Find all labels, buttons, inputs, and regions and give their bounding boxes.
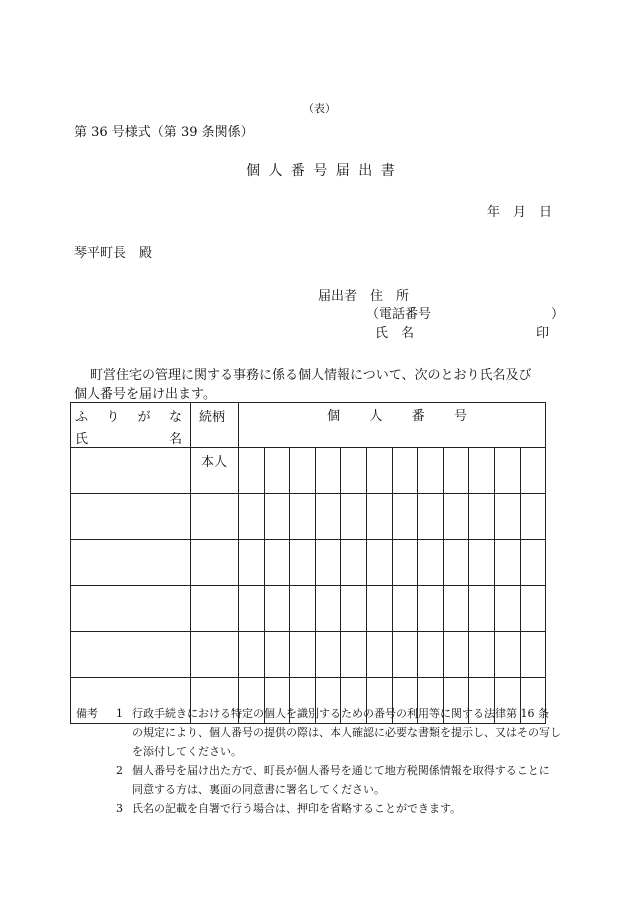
- number-digit-cell[interactable]: [315, 494, 341, 540]
- note-item-2-cont: [76, 780, 561, 799]
- page-title: 個 人 番 号 届 出 書: [246, 163, 397, 179]
- number-digit-cell[interactable]: [239, 494, 265, 540]
- applicant-address-label: 届出者 住 所: [318, 289, 410, 304]
- note-item-3: [76, 799, 561, 818]
- applicant-phone-label: （電話番号: [366, 307, 432, 322]
- number-digit-cell[interactable]: [469, 448, 495, 494]
- number-digit-cell[interactable]: [418, 632, 444, 678]
- number-digit-cell[interactable]: [469, 586, 495, 632]
- number-digit-cell[interactable]: [520, 586, 546, 632]
- notes-section: [76, 704, 561, 818]
- table-row: [71, 448, 546, 494]
- table-body: [71, 448, 546, 724]
- body-text-line2: 個人番号を届け出ます。: [74, 387, 216, 402]
- note-text: 行政手続きにおける特定の個人を識別するための番号の利用等に関する法律第 16 条: [132, 707, 549, 720]
- number-digit-cell[interactable]: [494, 632, 520, 678]
- number-header-char: 人: [369, 409, 383, 424]
- table-row: [71, 632, 546, 678]
- date-fields: 年 月 日: [487, 205, 553, 220]
- number-digit-cell[interactable]: [392, 448, 418, 494]
- number-digit-cell[interactable]: [341, 632, 367, 678]
- number-digit-cell[interactable]: [392, 494, 418, 540]
- relation-input-cell[interactable]: [191, 632, 239, 678]
- number-digit-cell[interactable]: [520, 540, 546, 586]
- table-row: [71, 540, 546, 586]
- number-digit-cell[interactable]: [264, 632, 290, 678]
- number-digit-cell[interactable]: [315, 632, 341, 678]
- number-digit-cell[interactable]: [443, 632, 469, 678]
- number-digit-cell[interactable]: [469, 540, 495, 586]
- name-char: 氏: [75, 432, 89, 447]
- table-row: [71, 494, 546, 540]
- furigana-char: な: [168, 410, 182, 425]
- relation-input-cell[interactable]: 本人: [191, 448, 239, 494]
- number-digit-cell[interactable]: [290, 632, 316, 678]
- number-digit-cell[interactable]: [239, 448, 265, 494]
- number-header-char: 番: [411, 409, 425, 424]
- number-digit-cell[interactable]: [290, 494, 316, 540]
- number-digit-cell[interactable]: [418, 448, 444, 494]
- number-digit-cell[interactable]: [494, 586, 520, 632]
- note-item-1: [76, 704, 561, 723]
- number-digit-cell[interactable]: [315, 540, 341, 586]
- number-digit-cell[interactable]: [315, 448, 341, 494]
- number-digit-cell[interactable]: [469, 632, 495, 678]
- note-text: の規定により、個人番号の提供の際は、本人確認に必要な書類を提示し、又はその写し: [132, 726, 561, 739]
- note-item-1-cont: [76, 723, 561, 742]
- header-name-cell: [71, 403, 191, 448]
- number-digit-cell[interactable]: [366, 448, 392, 494]
- number-digit-cell[interactable]: [315, 586, 341, 632]
- note-number: 3: [116, 802, 123, 815]
- number-digit-cell[interactable]: [239, 540, 265, 586]
- number-digit-cell[interactable]: [341, 494, 367, 540]
- side-label: （表）: [303, 102, 336, 115]
- number-digit-cell[interactable]: [443, 540, 469, 586]
- number-digit-cell[interactable]: [443, 448, 469, 494]
- number-digit-cell[interactable]: [443, 586, 469, 632]
- number-digit-cell[interactable]: [341, 586, 367, 632]
- name-label: [71, 425, 190, 447]
- number-digit-cell[interactable]: [341, 540, 367, 586]
- note-text: 氏名の記載を自署で行う場合は、押印を省略することができます。: [132, 802, 462, 815]
- relation-input-cell[interactable]: [191, 586, 239, 632]
- number-digit-cell[interactable]: [520, 632, 546, 678]
- header-number-cell: [239, 403, 546, 448]
- name-input-cell[interactable]: [71, 494, 191, 540]
- number-digit-cell[interactable]: [392, 540, 418, 586]
- number-digit-cell[interactable]: [341, 448, 367, 494]
- name-input-cell[interactable]: [71, 586, 191, 632]
- number-digit-cell[interactable]: [264, 586, 290, 632]
- number-digit-cell[interactable]: [366, 586, 392, 632]
- number-digit-cell[interactable]: [290, 540, 316, 586]
- number-digit-cell[interactable]: [264, 448, 290, 494]
- number-digit-cell[interactable]: [290, 448, 316, 494]
- note-number: 1: [116, 707, 123, 720]
- number-digit-cell[interactable]: [239, 632, 265, 678]
- number-header-char: 個: [327, 409, 341, 424]
- number-header-label: [317, 405, 467, 424]
- table-header-row: [71, 403, 546, 448]
- person-number-table: [70, 402, 546, 724]
- number-digit-cell[interactable]: [494, 448, 520, 494]
- furigana-char: が: [137, 410, 151, 425]
- applicant-phone-close: ）: [551, 307, 565, 322]
- note-text: 同意する方は、裏面の同意書に署名してください。: [132, 783, 385, 796]
- furigana-label: [71, 403, 190, 425]
- body-text-line1: 町営住宅の管理に関する事務に係る個人情報について、次のとおり氏名及び: [90, 368, 532, 383]
- relation-input-cell[interactable]: [191, 494, 239, 540]
- number-digit-cell[interactable]: [290, 586, 316, 632]
- name-char: 名: [168, 432, 182, 447]
- header-relation-cell: 続柄: [191, 403, 239, 448]
- applicant-name-label: 氏 名: [375, 326, 415, 341]
- number-digit-cell[interactable]: [418, 540, 444, 586]
- note-item-1-cont: [76, 742, 561, 761]
- addressee: 琴平町長 殿: [74, 246, 153, 261]
- notes-heading: 備考: [76, 707, 98, 720]
- note-item-2: [76, 761, 561, 780]
- number-digit-cell[interactable]: [443, 494, 469, 540]
- number-digit-cell[interactable]: [366, 632, 392, 678]
- number-digit-cell[interactable]: [366, 494, 392, 540]
- number-digit-cell[interactable]: [418, 494, 444, 540]
- form-number: 第 36 号様式（第 39 条関係）: [74, 125, 254, 140]
- number-digit-cell[interactable]: [469, 494, 495, 540]
- table-row: [71, 586, 546, 632]
- note-text: を添付してください。: [132, 745, 242, 758]
- name-input-cell[interactable]: [71, 448, 191, 494]
- number-digit-cell[interactable]: [392, 586, 418, 632]
- number-digit-cell[interactable]: [264, 494, 290, 540]
- number-digit-cell[interactable]: [418, 586, 444, 632]
- furigana-char: り: [106, 410, 120, 425]
- number-digit-cell[interactable]: [366, 540, 392, 586]
- furigana-char: ふ: [75, 410, 89, 425]
- number-digit-cell[interactable]: [392, 632, 418, 678]
- note-text: 個人番号を届け出た方で、町長が個人番号を通じて地方税関係情報を取得することに: [132, 764, 550, 777]
- note-number: 2: [116, 764, 123, 777]
- number-digit-cell[interactable]: [264, 540, 290, 586]
- number-digit-cell[interactable]: [520, 494, 546, 540]
- name-input-cell[interactable]: [71, 540, 191, 586]
- name-input-cell[interactable]: [71, 632, 191, 678]
- number-digit-cell[interactable]: [239, 586, 265, 632]
- number-digit-cell[interactable]: [494, 494, 520, 540]
- number-header-char: 号: [454, 409, 468, 424]
- seal-label: 印: [536, 326, 550, 341]
- relation-input-cell[interactable]: [191, 540, 239, 586]
- number-digit-cell[interactable]: [494, 540, 520, 586]
- number-digit-cell[interactable]: [520, 448, 546, 494]
